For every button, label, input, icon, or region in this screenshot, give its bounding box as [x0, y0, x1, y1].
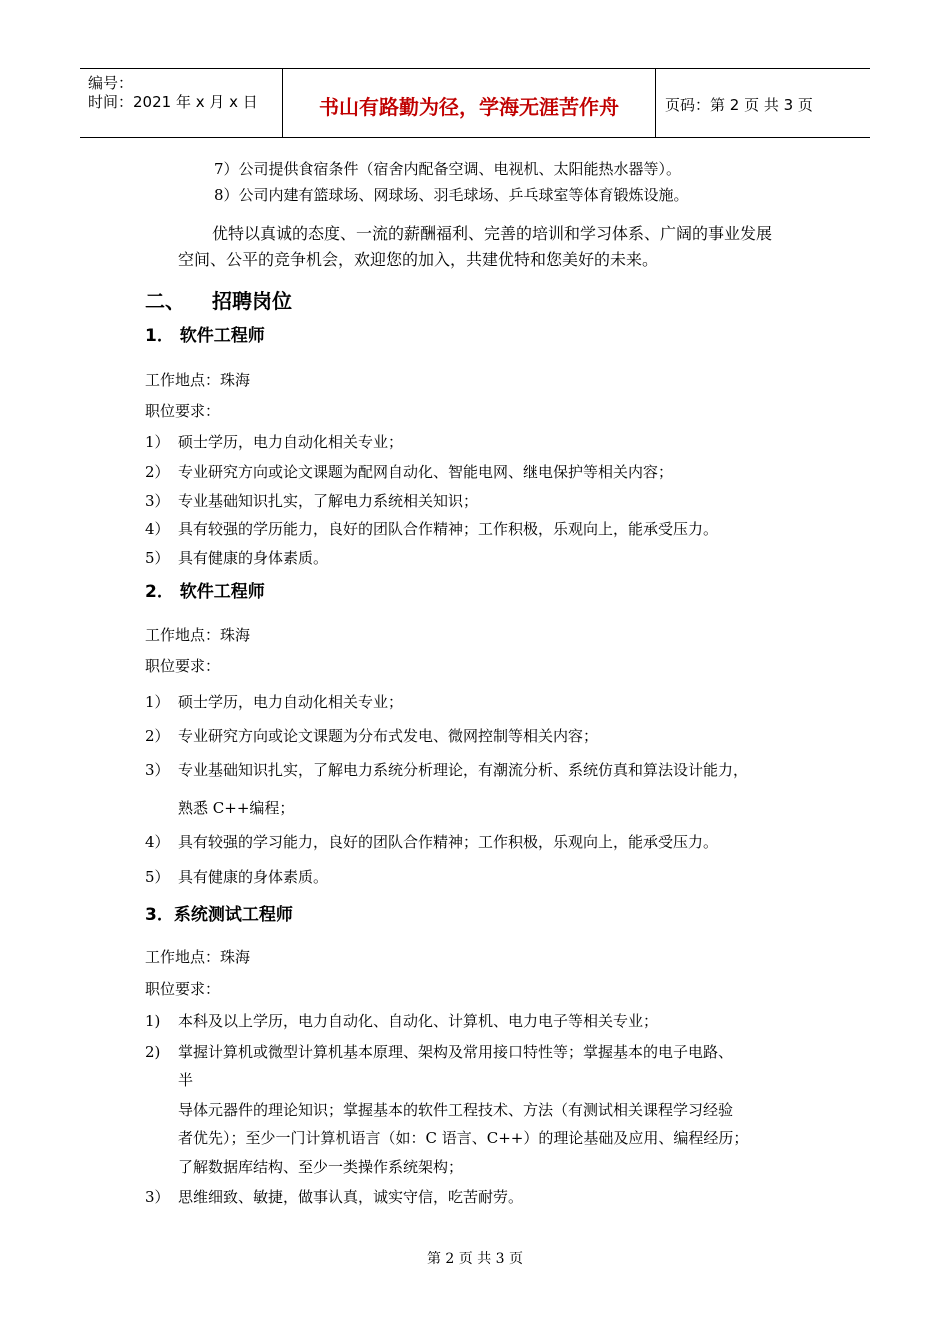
req-number: 5）	[145, 868, 170, 886]
req-number: 2)	[145, 1043, 161, 1061]
req-text: 具有较强的学习能力，良好的团队合作精神；工作积极，乐观向上，能承受压力。	[178, 833, 719, 851]
req-text: 具有健康的身体素质。	[178, 549, 329, 567]
header-page-cell	[655, 69, 870, 137]
req-text: 半	[178, 1071, 194, 1089]
motto: 书山有路勤为径，学海无涯苦作舟	[319, 95, 619, 119]
req-number: 3）	[145, 1188, 170, 1206]
req-number: 3）	[145, 492, 170, 510]
job-heading: 2． 软件工程师	[145, 582, 265, 602]
intro-item: 8）公司内建有篮球场、网球场、羽毛球场、乒乓球室等体育锻炼设施。	[214, 186, 689, 204]
req-number: 2）	[145, 727, 170, 745]
job-req-label: 职位要求：	[145, 980, 221, 998]
req-text: 硕士学历，电力自动化相关专业；	[178, 433, 404, 451]
req-text: 具有健康的身体素质。	[178, 868, 329, 886]
req-text: 思维细致、敏捷，做事认真，诚实守信，吃苦耐劳。	[178, 1188, 524, 1206]
job-location: 工作地点：珠海	[145, 948, 251, 966]
section-number: 二、	[145, 289, 185, 313]
page-footer: 第 2 页 共 3 页	[426, 1251, 524, 1267]
req-text: 专业研究方向或论文课题为分布式发电、微网控制等相关内容；	[178, 727, 599, 745]
header-meta-cell	[80, 69, 282, 137]
req-text: 导体元器件的理论知识；掌握基本的软件工程技术、方法（有测试相关课程学习经验	[178, 1101, 734, 1119]
req-text: 具有较强的学历能力，良好的团队合作精神；工作积极，乐观向上，能承受压力。	[178, 520, 719, 538]
req-number: 5）	[145, 549, 170, 567]
job-req-label: 职位要求：	[145, 402, 221, 420]
req-text: 掌握计算机或微型计算机基本原理、架构及常用接口特性等；掌握基本的电子电路、	[178, 1043, 734, 1061]
req-number: 2）	[145, 463, 170, 481]
header-motto-cell	[282, 69, 656, 137]
section-title: 招聘岗位	[212, 289, 292, 313]
date-label: 时间：2021 年 x 月 x 日	[88, 93, 258, 111]
job-location: 工作地点：珠海	[145, 371, 251, 389]
req-text: 本科及以上学历，电力自动化、自动化、计算机、电力电子等相关专业；	[178, 1012, 659, 1030]
req-text: 专业研究方向或论文课题为配网自动化、智能电网、继电保护等相关内容；	[178, 463, 674, 481]
intro-paragraph-line: 优特以真诚的态度、一流的薪酬福利、完善的培训和学习体系、广阔的事业发展	[212, 224, 773, 243]
req-number: 4）	[145, 520, 170, 538]
req-number: 3）	[145, 761, 170, 779]
job-heading: 3．系统测试工程师	[145, 905, 293, 925]
req-text: 专业基础知识扎实，了解电力系统相关知识；	[178, 492, 479, 510]
req-text: 专业基础知识扎实，了解电力系统分析理论，有潮流分析、系统仿真和算法设计能力，	[178, 761, 749, 779]
job-location: 工作地点：珠海	[145, 626, 251, 644]
req-text: 熟悉 C++编程；	[178, 799, 295, 817]
page-label: 页码：第 2 页 共 3 页	[665, 96, 813, 114]
req-number: 1）	[145, 433, 170, 451]
job-req-label: 职位要求：	[145, 657, 221, 675]
page-header	[80, 68, 870, 138]
req-number: 4）	[145, 833, 170, 851]
intro-item: 7）公司提供食宿条件（宿舍内配备空调、电视机、太阳能热水器等）。	[214, 160, 682, 178]
req-text: 者优先）；至少一门计算机语言（如：C 语言、C++）的理论基础及应用、编程经历；	[178, 1129, 749, 1147]
number-label: 编号：	[88, 74, 134, 92]
req-text: 了解数据库结构、至少一类操作系统架构；	[178, 1158, 464, 1176]
intro-paragraph-line: 空间、公平的竞争机会，欢迎您的加入，共建优特和您美好的未来。	[178, 250, 659, 269]
req-number: 1)	[145, 1012, 161, 1030]
req-text: 硕士学历，电力自动化相关专业；	[178, 693, 404, 711]
job-heading: 1． 软件工程师	[145, 326, 265, 346]
req-number: 1）	[145, 693, 170, 711]
